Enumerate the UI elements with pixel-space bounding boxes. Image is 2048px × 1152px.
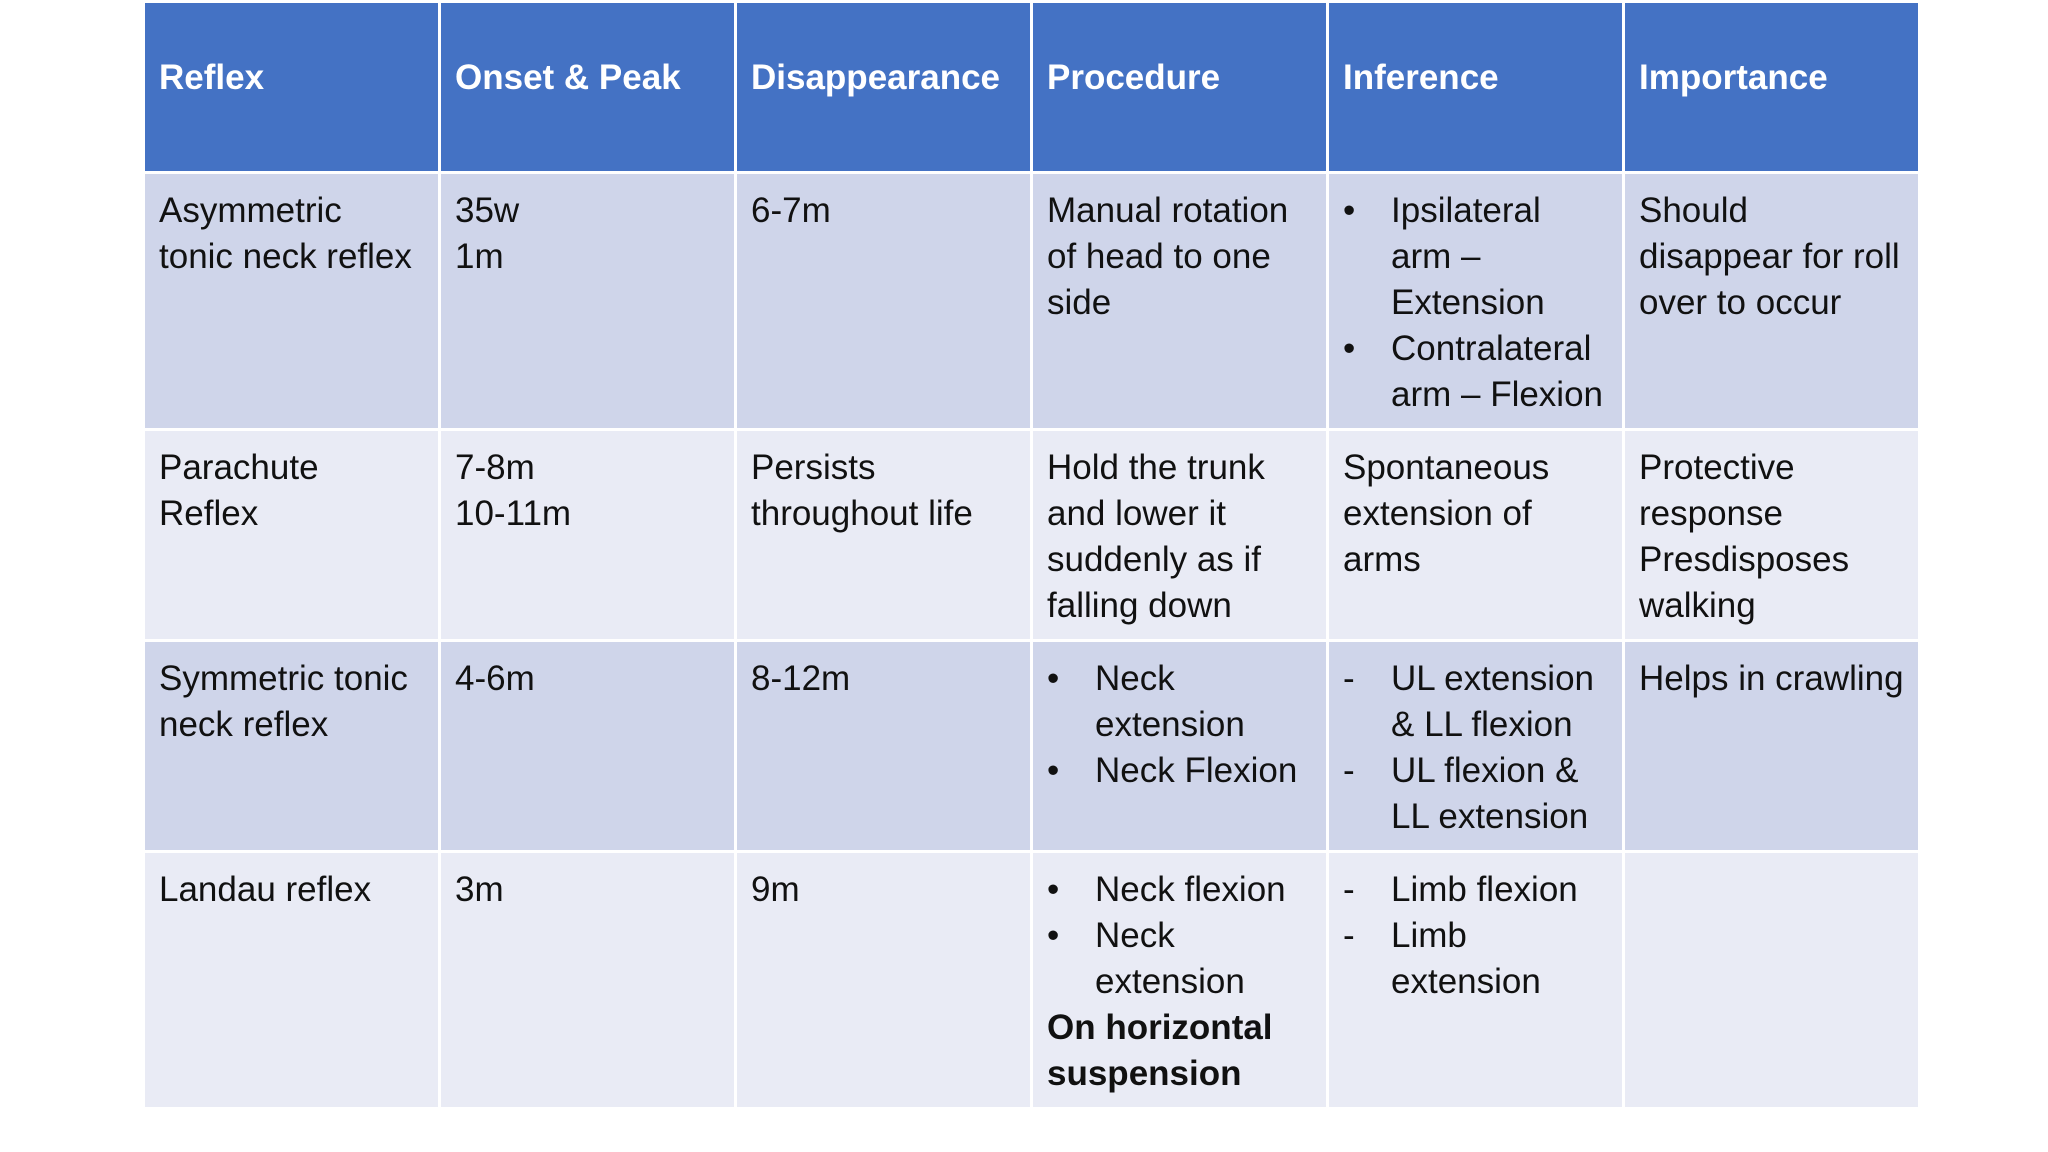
cell-importance: Helps in crawling xyxy=(1624,641,1920,852)
cell-importance xyxy=(1624,852,1920,1109)
dash-mark: - xyxy=(1343,870,1355,909)
table-row xyxy=(144,173,1920,430)
importance-line: Presdisposes walking xyxy=(1639,540,1850,625)
cell-inference xyxy=(1328,641,1624,852)
list-item xyxy=(1343,656,1608,748)
cell-inference: Spontaneous extension of arms xyxy=(1328,430,1624,641)
inference-list xyxy=(1343,867,1608,1005)
list-item xyxy=(1343,188,1608,326)
cell-onset-peak xyxy=(440,430,736,641)
header-procedure: Procedure xyxy=(1032,2,1328,173)
cell-disappearance: 6-7m xyxy=(736,173,1032,430)
list-item xyxy=(1047,748,1312,794)
header-inference: Inference xyxy=(1328,2,1624,173)
cell-onset-peak xyxy=(440,173,736,430)
header-disappearance: Disappearance xyxy=(736,2,1032,173)
reflex-table xyxy=(142,0,1921,1110)
table-row xyxy=(144,430,1920,641)
importance-line: Protective response xyxy=(1639,448,1795,533)
list-item-text: Ipsilateral arm – Extension xyxy=(1391,191,1545,322)
list-item-text: Neck flexion xyxy=(1095,870,1286,909)
onset-value: 7-8m xyxy=(455,448,535,487)
header-reflex: Reflex xyxy=(144,2,440,173)
list-item-text: UL extension & LL flexion xyxy=(1391,659,1594,744)
cell-inference xyxy=(1328,173,1624,430)
cell-procedure xyxy=(1032,852,1328,1109)
list-item-text: UL flexion & LL extension xyxy=(1391,751,1589,836)
list-item-text: Neck extension xyxy=(1095,659,1245,744)
list-item-text: Contralateral arm – Flexion xyxy=(1391,329,1604,414)
bullet-mark: • xyxy=(1047,659,1060,698)
header-onset-peak: Onset & Peak xyxy=(440,2,736,173)
list-item xyxy=(1343,867,1608,913)
procedure-list xyxy=(1047,656,1312,794)
inference-list xyxy=(1343,188,1608,418)
cell-importance: Should disappear for roll over to occur xyxy=(1624,173,1920,430)
cell-procedure xyxy=(1032,641,1328,852)
list-item xyxy=(1343,913,1608,1005)
cell-disappearance: 8-12m xyxy=(736,641,1032,852)
cell-onset-peak: 4-6m xyxy=(440,641,736,852)
list-item-text: Neck extension xyxy=(1095,916,1245,1001)
cell-reflex: Parachute Reflex xyxy=(144,430,440,641)
cell-procedure: Manual rotation of head to one side xyxy=(1032,173,1328,430)
bullet-mark: • xyxy=(1047,870,1060,909)
cell-reflex: Asymmetric tonic neck reflex xyxy=(144,173,440,430)
list-item-text: Limb extension xyxy=(1391,916,1541,1001)
list-item-text: Neck Flexion xyxy=(1095,751,1298,790)
procedure-note: On horizontal suspension xyxy=(1047,1008,1273,1093)
cell-importance xyxy=(1624,430,1920,641)
dash-mark: - xyxy=(1343,659,1355,698)
bullet-mark: • xyxy=(1047,751,1060,790)
cell-disappearance: 9m xyxy=(736,852,1032,1109)
cell-disappearance: Persists throughout life xyxy=(736,430,1032,641)
list-item xyxy=(1047,656,1312,748)
list-item xyxy=(1343,748,1608,840)
bullet-mark: • xyxy=(1343,191,1356,230)
list-item xyxy=(1343,326,1608,418)
peak-value: 10-11m xyxy=(455,494,572,533)
dash-mark: - xyxy=(1343,916,1355,955)
table-row xyxy=(144,641,1920,852)
cell-reflex: Landau reflex xyxy=(144,852,440,1109)
cell-inference xyxy=(1328,852,1624,1109)
cell-onset-peak: 3m xyxy=(440,852,736,1109)
cell-procedure: Hold the trunk and lower it suddenly as if falling down xyxy=(1032,430,1328,641)
list-item-text: Limb flexion xyxy=(1391,870,1578,909)
list-item xyxy=(1047,913,1312,1005)
cell-reflex: Symmetric tonic neck reflex xyxy=(144,641,440,852)
table-header-row xyxy=(144,2,1920,173)
list-item xyxy=(1047,867,1312,913)
dash-mark: - xyxy=(1343,751,1355,790)
bullet-mark: • xyxy=(1047,916,1060,955)
inference-list xyxy=(1343,656,1608,840)
peak-value: 1m xyxy=(455,237,504,276)
table-row xyxy=(144,852,1920,1109)
onset-value: 35w xyxy=(455,191,520,230)
procedure-list xyxy=(1047,867,1312,1005)
header-importance: Importance xyxy=(1624,2,1920,173)
bullet-mark: • xyxy=(1343,329,1356,368)
